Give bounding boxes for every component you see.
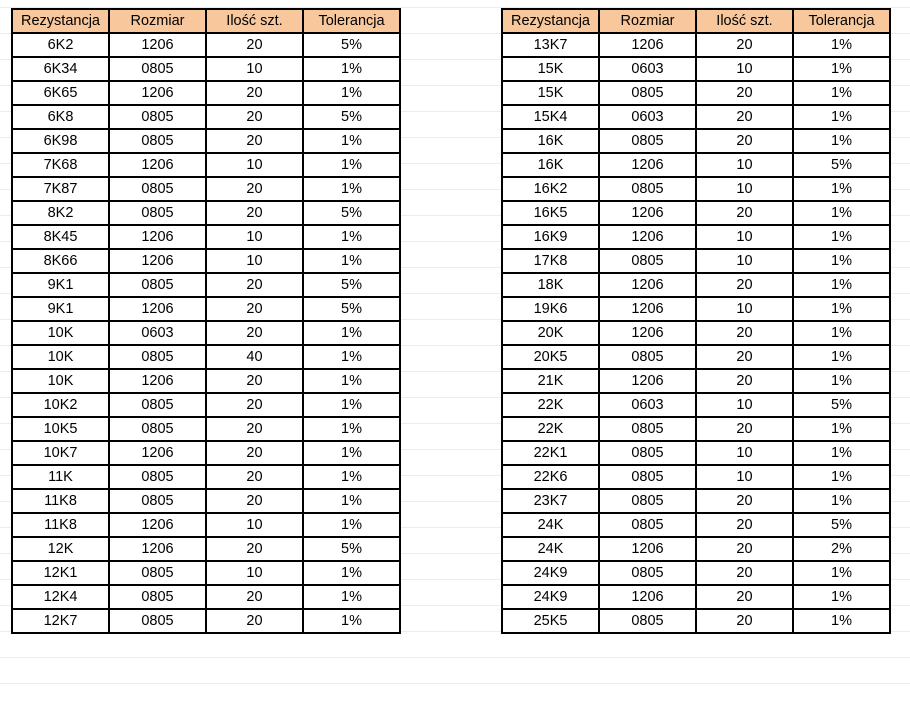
tolerance-cell: 1% <box>793 417 890 441</box>
tolerance-cell: 5% <box>303 537 400 561</box>
table-row <box>502 81 890 105</box>
quantity-cell: 20 <box>206 369 303 393</box>
quantity-cell: 20 <box>696 609 793 633</box>
tolerance-cell: 1% <box>793 345 890 369</box>
size-cell: 0603 <box>109 321 206 345</box>
resistance-cell: 15K <box>502 57 599 81</box>
resistance-cell: 19K6 <box>502 297 599 321</box>
tolerance-cell: 1% <box>303 129 400 153</box>
resistance-cell: 17K8 <box>502 249 599 273</box>
size-cell: 1206 <box>599 273 696 297</box>
quantity-cell: 20 <box>206 417 303 441</box>
table-row <box>502 249 890 273</box>
quantity-cell: 20 <box>696 489 793 513</box>
table-row <box>502 417 890 441</box>
size-cell: 0805 <box>109 57 206 81</box>
tolerance-cell: 1% <box>303 513 400 537</box>
size-cell: 0603 <box>599 393 696 417</box>
table-row <box>12 33 400 57</box>
table-row <box>502 345 890 369</box>
tolerance-cell: 1% <box>303 321 400 345</box>
quantity-cell: 10 <box>696 465 793 489</box>
resistance-cell: 22K <box>502 393 599 417</box>
tolerance-cell: 1% <box>793 81 890 105</box>
resistance-cell: 20K5 <box>502 345 599 369</box>
quantity-cell: 20 <box>206 105 303 129</box>
size-cell: 0805 <box>599 249 696 273</box>
table-row <box>502 441 890 465</box>
resistance-cell: 11K <box>12 465 109 489</box>
quantity-cell: 20 <box>696 105 793 129</box>
size-cell: 1206 <box>599 225 696 249</box>
tolerance-cell: 5% <box>793 513 890 537</box>
quantity-cell: 20 <box>206 393 303 417</box>
resistance-cell: 11K8 <box>12 513 109 537</box>
table-row <box>502 153 890 177</box>
table-row <box>502 177 890 201</box>
size-cell: 0805 <box>109 201 206 225</box>
size-cell: 0805 <box>109 465 206 489</box>
resistance-cell: 15K4 <box>502 105 599 129</box>
column-header-resistance: Rezystancja <box>12 9 109 33</box>
quantity-cell: 20 <box>206 129 303 153</box>
tolerance-cell: 5% <box>303 105 400 129</box>
size-cell: 0805 <box>109 561 206 585</box>
quantity-cell: 20 <box>696 345 793 369</box>
quantity-cell: 10 <box>206 513 303 537</box>
table-row <box>12 609 400 633</box>
tolerance-cell: 1% <box>303 609 400 633</box>
tolerance-cell: 1% <box>793 129 890 153</box>
resistance-cell: 25K5 <box>502 609 599 633</box>
tolerance-cell: 5% <box>793 153 890 177</box>
size-cell: 0805 <box>599 561 696 585</box>
resistance-cell: 11K8 <box>12 489 109 513</box>
resistance-cell: 12K4 <box>12 585 109 609</box>
table-row <box>12 177 400 201</box>
tolerance-cell: 5% <box>303 33 400 57</box>
resistance-cell: 6K98 <box>12 129 109 153</box>
quantity-cell: 20 <box>206 441 303 465</box>
table-row <box>502 201 890 225</box>
table-row <box>502 585 890 609</box>
size-cell: 0805 <box>599 465 696 489</box>
tolerance-cell: 1% <box>793 585 890 609</box>
quantity-cell: 20 <box>206 321 303 345</box>
size-cell: 0805 <box>109 417 206 441</box>
quantity-cell: 20 <box>206 273 303 297</box>
size-cell: 0805 <box>109 489 206 513</box>
resistance-cell: 23K7 <box>502 489 599 513</box>
resistance-cell: 12K1 <box>12 561 109 585</box>
quantity-cell: 10 <box>696 225 793 249</box>
resistance-cell: 9K1 <box>12 273 109 297</box>
tolerance-cell: 1% <box>303 441 400 465</box>
size-cell: 1206 <box>599 369 696 393</box>
tolerance-cell: 5% <box>303 297 400 321</box>
quantity-cell: 10 <box>696 297 793 321</box>
column-header-tolerance: Tolerancja <box>303 9 400 33</box>
table-row <box>502 321 890 345</box>
resistance-cell: 10K7 <box>12 441 109 465</box>
resistance-cell: 15K <box>502 81 599 105</box>
table-row <box>12 201 400 225</box>
table-body-right <box>502 33 890 633</box>
resistance-cell: 6K8 <box>12 105 109 129</box>
resistor-table-right <box>501 8 891 634</box>
tolerance-cell: 1% <box>303 585 400 609</box>
size-cell: 0805 <box>109 609 206 633</box>
quantity-cell: 20 <box>696 201 793 225</box>
table-row <box>502 393 890 417</box>
resistance-cell: 10K <box>12 321 109 345</box>
column-header-size: Rozmiar <box>109 9 206 33</box>
column-header-quantity: Ilość szt. <box>206 9 303 33</box>
quantity-cell: 10 <box>696 153 793 177</box>
tolerance-cell: 1% <box>793 465 890 489</box>
size-cell: 0805 <box>109 393 206 417</box>
resistance-cell: 22K1 <box>502 441 599 465</box>
table-row <box>502 57 890 81</box>
size-cell: 1206 <box>109 513 206 537</box>
tolerance-cell: 1% <box>303 465 400 489</box>
size-cell: 1206 <box>599 585 696 609</box>
quantity-cell: 10 <box>696 177 793 201</box>
quantity-cell: 10 <box>206 57 303 81</box>
quantity-cell: 10 <box>696 57 793 81</box>
size-cell: 1206 <box>109 297 206 321</box>
tolerance-cell: 1% <box>793 225 890 249</box>
table-body-left <box>12 33 400 633</box>
quantity-cell: 20 <box>696 33 793 57</box>
tolerance-cell: 5% <box>793 393 890 417</box>
quantity-cell: 20 <box>206 33 303 57</box>
resistor-table-left <box>11 8 401 634</box>
resistance-cell: 21K <box>502 369 599 393</box>
tolerance-cell: 5% <box>303 273 400 297</box>
table-row <box>502 513 890 537</box>
quantity-cell: 20 <box>206 537 303 561</box>
size-cell: 1206 <box>109 153 206 177</box>
table-row <box>12 273 400 297</box>
size-cell: 1206 <box>109 369 206 393</box>
table-row <box>502 489 890 513</box>
table-row <box>12 345 400 369</box>
quantity-cell: 40 <box>206 345 303 369</box>
resistance-cell: 24K <box>502 513 599 537</box>
table-row <box>12 225 400 249</box>
resistance-cell: 8K2 <box>12 201 109 225</box>
resistance-cell: 10K <box>12 369 109 393</box>
quantity-cell: 10 <box>206 561 303 585</box>
resistance-cell: 9K1 <box>12 297 109 321</box>
resistance-cell: 13K7 <box>502 33 599 57</box>
tolerance-cell: 1% <box>793 249 890 273</box>
size-cell: 0603 <box>599 105 696 129</box>
table-row <box>12 153 400 177</box>
quantity-cell: 20 <box>206 465 303 489</box>
tolerance-cell: 1% <box>303 489 400 513</box>
quantity-cell: 20 <box>696 561 793 585</box>
tolerance-cell: 1% <box>793 105 890 129</box>
resistance-cell: 16K5 <box>502 201 599 225</box>
size-cell: 0805 <box>109 177 206 201</box>
size-cell: 1206 <box>109 33 206 57</box>
tolerance-cell: 1% <box>793 609 890 633</box>
resistance-cell: 24K <box>502 537 599 561</box>
size-cell: 1206 <box>109 249 206 273</box>
resistance-cell: 10K2 <box>12 393 109 417</box>
size-cell: 1206 <box>109 441 206 465</box>
quantity-cell: 20 <box>696 81 793 105</box>
resistance-cell: 7K68 <box>12 153 109 177</box>
table-row <box>12 513 400 537</box>
resistance-cell: 16K <box>502 153 599 177</box>
resistance-cell: 10K5 <box>12 417 109 441</box>
table-row <box>12 417 400 441</box>
size-cell: 0805 <box>599 609 696 633</box>
column-header-resistance: Rezystancja <box>502 9 599 33</box>
resistance-cell: 12K <box>12 537 109 561</box>
tolerance-cell: 1% <box>303 561 400 585</box>
size-cell: 0603 <box>599 57 696 81</box>
tolerance-cell: 1% <box>303 345 400 369</box>
table-row <box>12 489 400 513</box>
quantity-cell: 20 <box>696 417 793 441</box>
header-row <box>502 9 890 33</box>
quantity-cell: 20 <box>206 585 303 609</box>
tolerance-cell: 1% <box>793 441 890 465</box>
table-row <box>12 321 400 345</box>
size-cell: 0805 <box>599 513 696 537</box>
header-row <box>12 9 400 33</box>
table-row <box>12 57 400 81</box>
table-row <box>12 441 400 465</box>
resistance-cell: 18K <box>502 273 599 297</box>
resistance-cell: 16K2 <box>502 177 599 201</box>
quantity-cell: 20 <box>696 369 793 393</box>
quantity-cell: 20 <box>696 513 793 537</box>
resistance-cell: 6K34 <box>12 57 109 81</box>
resistance-cell: 22K6 <box>502 465 599 489</box>
quantity-cell: 20 <box>696 321 793 345</box>
table-row <box>502 33 890 57</box>
quantity-cell: 10 <box>206 249 303 273</box>
tolerance-cell: 1% <box>793 177 890 201</box>
quantity-cell: 20 <box>206 81 303 105</box>
quantity-cell: 10 <box>696 393 793 417</box>
size-cell: 0805 <box>109 585 206 609</box>
table-row <box>502 561 890 585</box>
size-cell: 0805 <box>599 441 696 465</box>
tolerance-cell: 1% <box>793 369 890 393</box>
tolerance-cell: 1% <box>793 561 890 585</box>
table-row <box>12 129 400 153</box>
resistance-cell: 22K <box>502 417 599 441</box>
table-row <box>12 249 400 273</box>
tolerance-cell: 2% <box>793 537 890 561</box>
tolerance-cell: 1% <box>303 225 400 249</box>
quantity-cell: 20 <box>206 489 303 513</box>
size-cell: 1206 <box>599 153 696 177</box>
quantity-cell: 10 <box>206 225 303 249</box>
table-row <box>502 273 890 297</box>
tolerance-cell: 1% <box>793 201 890 225</box>
tolerance-cell: 1% <box>303 57 400 81</box>
quantity-cell: 20 <box>696 129 793 153</box>
quantity-cell: 10 <box>696 441 793 465</box>
tolerance-cell: 1% <box>303 393 400 417</box>
size-cell: 1206 <box>599 297 696 321</box>
resistance-cell: 7K87 <box>12 177 109 201</box>
tolerance-cell: 1% <box>303 249 400 273</box>
quantity-cell: 20 <box>696 273 793 297</box>
tolerance-cell: 1% <box>303 153 400 177</box>
tolerance-cell: 1% <box>793 273 890 297</box>
table-row <box>12 297 400 321</box>
size-cell: 0805 <box>109 129 206 153</box>
size-cell: 0805 <box>109 273 206 297</box>
resistance-cell: 8K66 <box>12 249 109 273</box>
quantity-cell: 20 <box>206 609 303 633</box>
table-row <box>12 537 400 561</box>
size-cell: 0805 <box>599 177 696 201</box>
table-row <box>12 81 400 105</box>
quantity-cell: 20 <box>696 585 793 609</box>
size-cell: 1206 <box>109 225 206 249</box>
size-cell: 0805 <box>599 81 696 105</box>
size-cell: 0805 <box>109 345 206 369</box>
resistance-cell: 6K2 <box>12 33 109 57</box>
resistance-cell: 6K65 <box>12 81 109 105</box>
quantity-cell: 10 <box>206 153 303 177</box>
tolerance-cell: 1% <box>793 297 890 321</box>
table-row <box>502 225 890 249</box>
tolerance-cell: 1% <box>303 81 400 105</box>
tolerance-cell: 1% <box>793 321 890 345</box>
resistance-cell: 16K <box>502 129 599 153</box>
quantity-cell: 20 <box>206 201 303 225</box>
column-header-size: Rozmiar <box>599 9 696 33</box>
table-row <box>12 561 400 585</box>
table-row <box>502 105 890 129</box>
table-row <box>12 369 400 393</box>
quantity-cell: 20 <box>206 297 303 321</box>
table-row <box>12 393 400 417</box>
resistance-cell: 24K9 <box>502 561 599 585</box>
size-cell: 1206 <box>599 201 696 225</box>
table-row <box>502 609 890 633</box>
tolerance-cell: 1% <box>793 57 890 81</box>
quantity-cell: 10 <box>696 249 793 273</box>
size-cell: 1206 <box>599 33 696 57</box>
size-cell: 0805 <box>599 489 696 513</box>
resistance-cell: 20K <box>502 321 599 345</box>
table-row <box>502 129 890 153</box>
quantity-cell: 20 <box>696 537 793 561</box>
size-cell: 0805 <box>599 345 696 369</box>
size-cell: 0805 <box>599 129 696 153</box>
size-cell: 1206 <box>599 321 696 345</box>
size-cell: 1206 <box>599 537 696 561</box>
size-cell: 0805 <box>599 417 696 441</box>
tolerance-cell: 1% <box>793 489 890 513</box>
tolerance-cell: 1% <box>303 417 400 441</box>
size-cell: 1206 <box>109 81 206 105</box>
table-row <box>12 585 400 609</box>
tolerance-cell: 1% <box>303 369 400 393</box>
size-cell: 1206 <box>109 537 206 561</box>
resistance-cell: 8K45 <box>12 225 109 249</box>
table-row <box>502 537 890 561</box>
tolerance-cell: 5% <box>303 201 400 225</box>
resistance-cell: 24K9 <box>502 585 599 609</box>
column-header-tolerance: Tolerancja <box>793 9 890 33</box>
resistance-cell: 12K7 <box>12 609 109 633</box>
table-row <box>12 465 400 489</box>
resistance-cell: 16K9 <box>502 225 599 249</box>
resistance-cell: 10K <box>12 345 109 369</box>
column-header-quantity: Ilość szt. <box>696 9 793 33</box>
table-row <box>502 465 890 489</box>
quantity-cell: 20 <box>206 177 303 201</box>
table-row <box>12 105 400 129</box>
tolerance-cell: 1% <box>303 177 400 201</box>
tolerance-cell: 1% <box>793 33 890 57</box>
table-row <box>502 297 890 321</box>
table-row <box>502 369 890 393</box>
size-cell: 0805 <box>109 105 206 129</box>
